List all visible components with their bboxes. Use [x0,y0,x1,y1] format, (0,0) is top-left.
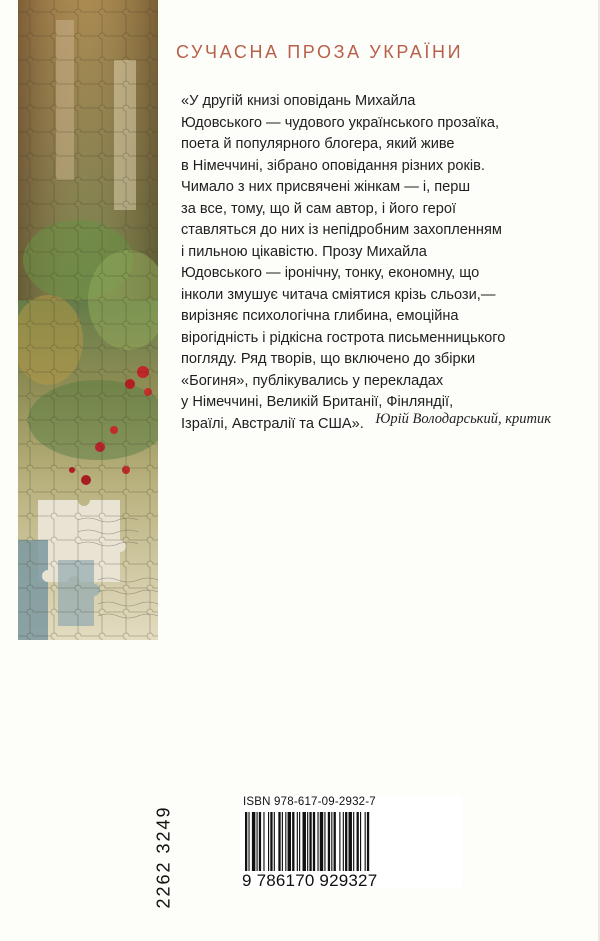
barcode-bar [288,812,291,871]
barcode-bar [345,812,347,871]
blurb-line: в Німеччині, зібрано оповідання різних років. [181,157,485,174]
barcode-bar [278,812,280,871]
barcode-bar [349,812,352,871]
blurb-line: Ізраїлі, Австралії та США». [181,415,364,432]
barcode-bar [313,812,315,871]
painting-illustration [18,0,158,640]
barcode-bar [270,812,272,871]
blurb-line: «Богиня», публікувались у перекладах [181,372,444,389]
jigsaw-painting-strip [18,0,158,640]
barcode-bar [259,812,261,871]
blurb-line: Юдовського — чудового українського прозаїка, [181,114,500,131]
blurb-line: вирізняє психологічна глибина, емоційна [181,308,459,324]
blurb-line: у Німеччині, Великій Британії, Фінляндії, [181,394,454,410]
barcode-bar [324,812,325,871]
barcode-bar [331,812,332,871]
barcode-bar [292,812,294,871]
barcode-bar [353,812,354,871]
barcode-bar [320,812,323,871]
blurb-line: погляду. Ряд творів, що включено до збірки [181,351,476,367]
blurb-line: ставляться до них із непідробним захопленням [181,222,502,238]
blurb-attribution: Юрій Володарський, критик [375,411,551,427]
blurb-line: вірогідність і рідкісна гострота письменницького [181,329,506,346]
barcode-bar [343,812,344,871]
vertical-code: 2262 3249 [153,805,174,909]
barcode-bar [317,812,318,871]
barcode-bar [303,812,306,871]
blurb-line: і пильною цікавістю. Прозу Михайла [181,243,427,260]
barcode-bar [309,812,311,871]
series-title: СУЧАСНА ПРОЗА УКРАЇНИ [176,42,464,62]
barcode-bar [299,812,300,871]
blurb-line: «У другій книзі оповідань Михайла [181,93,416,109]
barcode-bar [367,812,369,871]
barcode-bar [257,812,258,871]
barcode-bar [268,812,269,871]
barcode-bar [334,812,336,871]
barcode-bar [357,812,359,871]
blurb-line: Юдовського — іронічну, тонку, економну, що [181,265,480,281]
barcode-bar [285,812,286,871]
barcode-bar [248,812,249,871]
blurb-line: за все, тому, що й сам автор, і його герої [181,200,457,217]
barcode-bar [307,812,308,871]
isbn-label: ISBN 978-617-09-2932-7 [243,796,376,808]
barcode-bar [282,812,283,871]
blurb-line: поета й популярного блогера, який живе [181,136,455,152]
barcode-bar [245,812,247,871]
barcode-digits: 9 786170 929327 [242,871,378,890]
blurb-line: Чимало з них присвячені жінкам — і, перш [181,179,471,195]
barcode-bars [245,812,415,871]
barcode-bar [360,812,361,871]
barcode-bar [365,812,366,871]
blurb-quote [181,91,586,435]
blurb-line: інколи змушує читача сміятися крізь сльози,— [181,286,496,303]
barcode-bar [339,812,340,871]
barcode-bar [297,812,298,871]
barcode-bar [274,812,275,871]
barcode-icon [245,812,415,871]
barcode-bar [263,812,264,871]
barcode-bar [328,812,330,871]
barcode-bar [252,812,255,871]
